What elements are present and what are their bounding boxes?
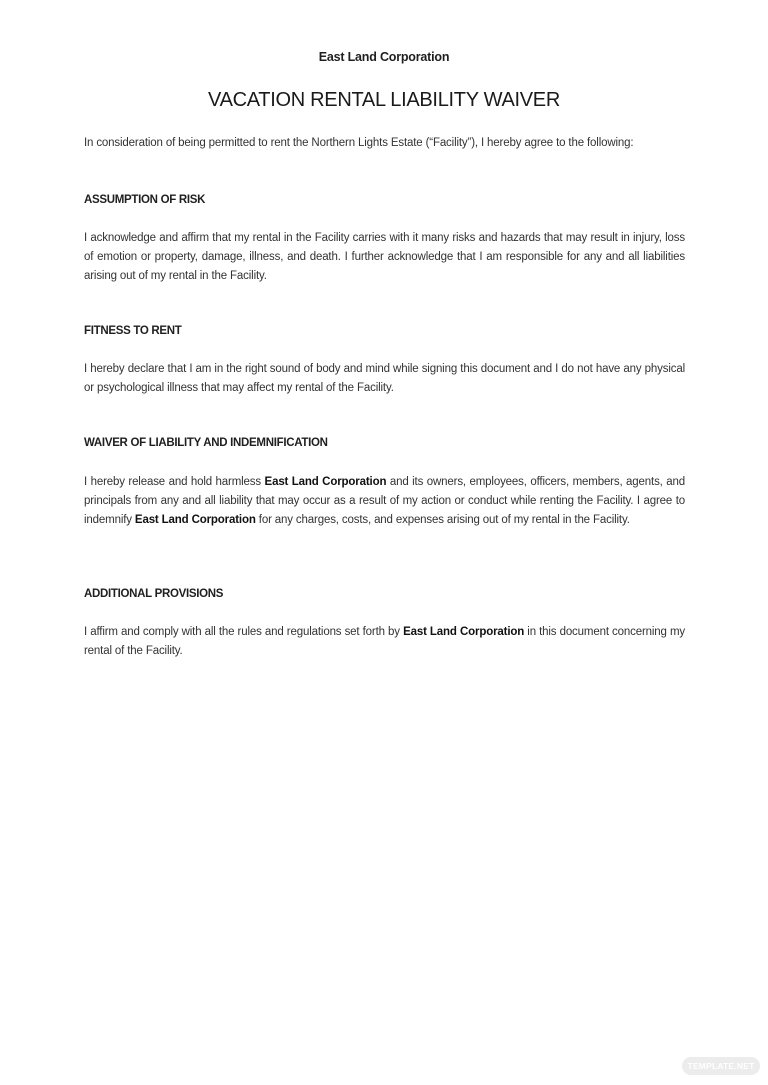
company-name-emphasis: East Land Corporation [264,476,387,488]
body-text: in this document concerning my rental of the Facility. [84,626,685,657]
section-heading-fitness-to-rent: FITNESS TO RENT [84,325,182,337]
section-heading-additional-provisions: ADDITIONAL PROVISIONS [84,588,224,600]
section-body-assumption-of-risk: I acknowledge and affirm that my rental in the Facility carries with it many risks and hazards that may result in injury, loss of emotion or property, damage, illness, and death. I further acknowledge that I am responsible for any and all liabilities arising out of my rental in the Facility. [84,232,685,282]
intro-paragraph: In consideration of being permitted to rent the Northern Lights Estate (“Facility”), I hereby agree to the following: [84,137,634,149]
template-net-watermark: TEMPLATE.NET [682,1057,760,1075]
section-body-waiver-of-liability [84,473,685,530]
company-name-emphasis: East Land Corporation [403,626,525,638]
section-heading-waiver-of-liability: WAIVER OF LIABILITY AND INDEMNIFICATION [84,437,328,449]
section-heading-assumption-of-risk: ASSUMPTION OF RISK [84,194,206,206]
section-body-fitness-to-rent: I hereby declare that I am in the right sound of body and mind while signing this document and I do not have any physical or psychological illness that may affect my rental of the Facility. [84,363,685,394]
body-text: and its owners, employees, officers, members, agents, and principals from any and all liability that may occur as a result of my action or conduct while renting the Facility. I agree to indemnify [84,476,685,526]
body-text: I affirm and comply with all the rules and regulations set forth by [84,626,404,638]
company-name-emphasis: East Land Corporation [134,514,256,526]
body-text: for any charges, costs, and expenses arising out of my rental in the Facility. [255,514,630,526]
company-name: East Land Corporation [318,50,450,64]
document-title: VACATION RENTAL LIABILITY WAIVER [208,89,560,111]
section-body-additional-provisions [84,623,685,661]
body-text: I hereby release and hold harmless [84,476,265,488]
